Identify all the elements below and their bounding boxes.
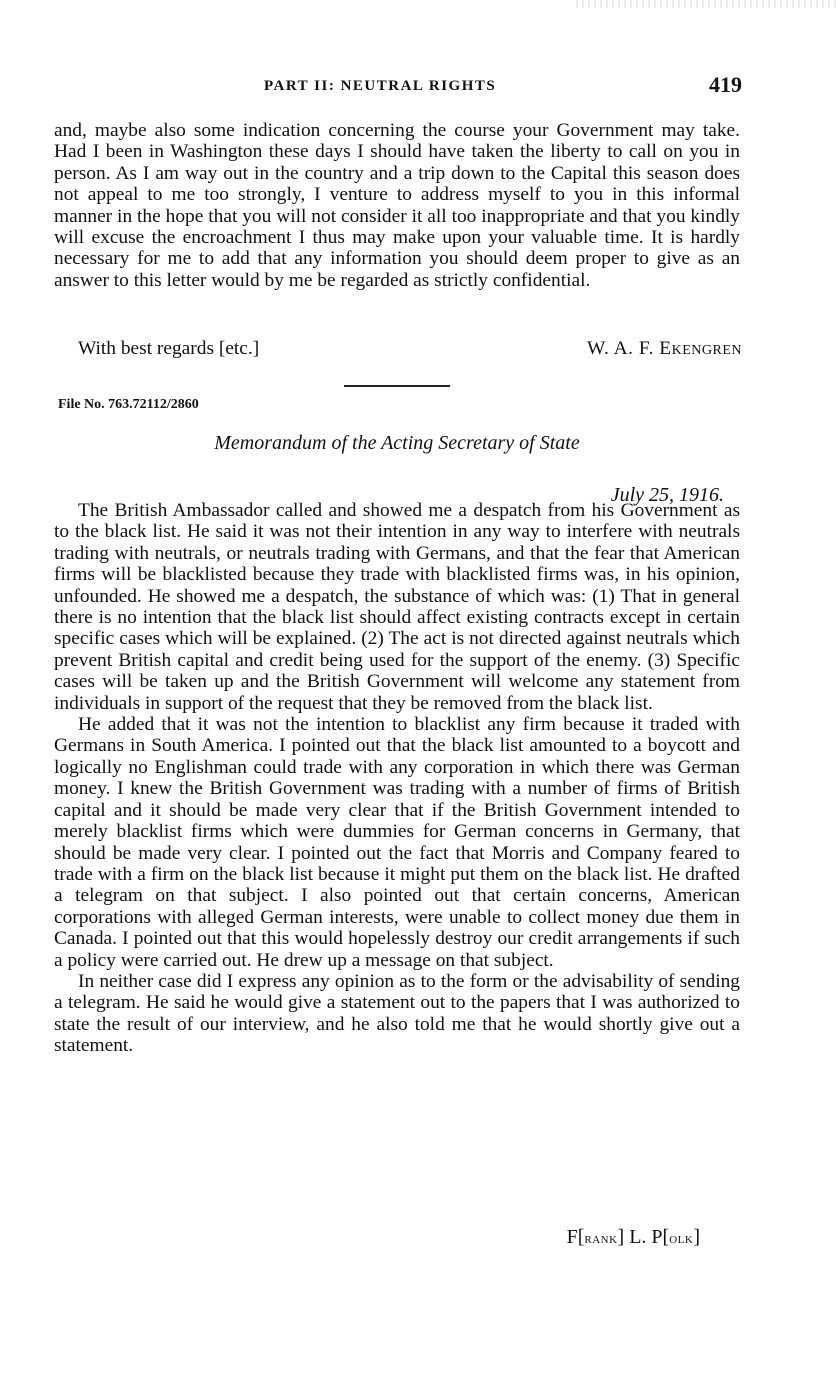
memorandum-paragraph: He added that it was not the intention to blacklist any firm because it traded with Germans in South America. I pointed out that the black list amounted to a boycott and logically no Englishman could trade with any corporation in which there was German money. I knew the British Government was trading with a number of firms of British capital and it should be made very clear that if the British Government intended to merely blacklist firms which were dummies for German concerns in Germany, that should be made very clear. I pointed out the fact that Morris and Company feared to trade with a firm on the black list because it might put them on the black list. He drafted a telegram on that subject. I also pointed out that certain concerns, American corporations with alleged German interests, were unable to collect money due them in Canada. I pointed out that this would hopelessly destroy our credit arrangements if such a policy were carried out. He drew up a message on that subject.: [54, 714, 740, 971]
running-header: [58, 74, 742, 104]
memorandum-date: July 25, 1916.: [610, 484, 724, 506]
running-header-title: PART II: NEUTRAL RIGHTS: [264, 78, 497, 94]
memorandum-title: Memorandum of the Acting Secretary of State: [214, 432, 580, 454]
signature-initial-f: F: [566, 1226, 578, 1248]
scan-edge-noise: [576, 0, 836, 8]
signature-olk: olk: [669, 1230, 694, 1247]
signature-rank: rank: [584, 1230, 618, 1247]
letter-closing: With best regards [etc.]: [78, 338, 260, 359]
letter-signature: W. A. F. Ekengren: [587, 338, 742, 359]
letter-body: and, maybe also some indication concerning the course your Government may take. Had I been in Washington these days I should have taken the liberty to call on you in person. As I am way out in the country and a trip down to the Capital this season does not appeal to me too strongly, I venture to address myself to you in this informal manner in the hope that you will not consider it all too inappropriate and that you kindly will excuse the encroachment I thus may make upon your valuable time. It is hardly necessary for me to add that any information you should deem proper to give as an answer to this letter would by me be regarded as strictly confidential.: [54, 120, 740, 291]
letter-continuation: [54, 120, 740, 291]
memorandum-paragraph: The British Ambassador called and showed me a despatch from his Government as to the black list. He said it was not their intention in any way to interfere with neutrals trading with neutrals, or neutrals trading with Germans, and that the fear that American firms will be blacklisted because they trade with blacklisted firms was, in his opinion, unfounded. He showed me a despatch, the substance of which was: (1) That in general there is no intention that the black list should affect existing contracts except in certain specific cases which will be explained. (2) The act is not directed against neutrals which prevent British capital and credit being used for the support of the enemy. (3) Specific cases will be taken up and the British Government will welcome any statement from individuals in support of the request that they be removed from the black list.: [54, 500, 740, 714]
page-number: 419: [709, 72, 742, 97]
signature-initials-lp: L. P: [629, 1226, 663, 1248]
memorandum-body: [54, 500, 740, 1057]
memorandum-paragraph: In neither case did I express any opinion as to the form or the advisability of sending a telegram. He said he would give a statement out to the papers that I was authorized to state the result of our interview, and he also told me that he would shortly give out a statement.: [54, 970, 740, 1057]
section-divider: [344, 385, 450, 387]
file-number: File No. 763.72112/2860: [58, 397, 199, 412]
memorandum-signature: F[rank] L. P[olk]: [566, 1226, 700, 1248]
